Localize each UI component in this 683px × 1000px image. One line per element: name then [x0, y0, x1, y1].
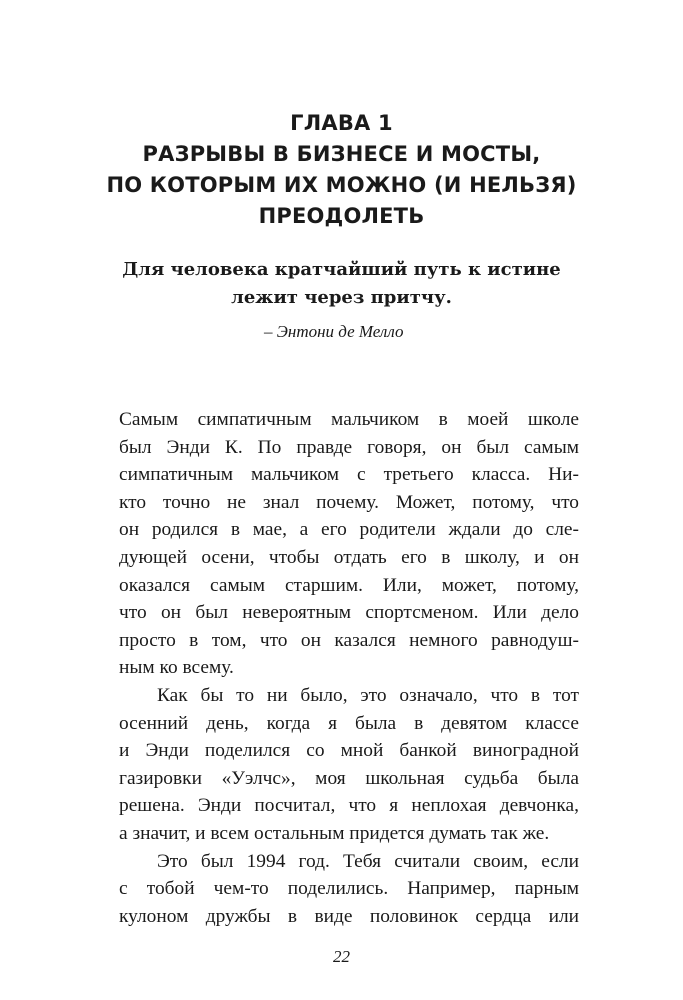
epigraph-line: лежит через притчу. [231, 287, 452, 308]
body-line: и Энди поделился со мной банкой виноградной [119, 740, 579, 762]
epigraph-attribution: – Энтони де Мелло [264, 322, 404, 341]
body-line: решена. Энди посчитал, что я неплохая девчонка, [119, 795, 579, 817]
chapter-title-line: РАЗРЫВЫ В БИЗНЕСЕ И МОСТЫ, [142, 142, 541, 166]
chapter-number: ГЛАВА 1 [290, 111, 393, 135]
epigraph [0, 256, 683, 312]
body-line: просто в том, что он казался немного равнодуш- [119, 629, 579, 651]
body-line: кто точно не знал почему. Может, потому, что [119, 491, 579, 513]
chapter-title-line: ПРЕОДОЛЕТЬ [258, 204, 425, 228]
body-text [119, 406, 579, 930]
body-line: дующей осени, чтобы отдать его в школу, и он [119, 546, 579, 568]
body-line: Как бы то ни было, это означало, что в тот [157, 684, 579, 706]
body-line: а значит, и всем остальным придется думать так же. [119, 822, 550, 844]
body-line: ным ко всему. [119, 657, 234, 679]
chapter-heading [0, 108, 683, 232]
body-line: Самым симпатичным мальчиком в моей школе [119, 409, 579, 430]
body-line: был Энди К. По правде говоря, он был самым [119, 436, 579, 458]
body-line: осенний день, когда я была в девятом классе [119, 712, 579, 734]
epigraph-line: Для человека кратчайший путь к истине [122, 259, 561, 280]
body-line: Это был 1994 год. Тебя считали своим, если [157, 850, 579, 872]
body-line: кулоном дружбы в виде половинок сердца или [119, 905, 579, 927]
body-line: он родился в мае, а его родители ждали до сле- [119, 519, 579, 541]
body-line: газировки «Уэлчс», моя школьная судьба была [119, 767, 579, 789]
body-line: оказался самым старшим. Или, может, потому, [119, 574, 579, 596]
page-number: 22 [333, 947, 350, 966]
body-line: что он был невероятным спортсменом. Или дело [119, 602, 579, 624]
body-line: с тобой чем-то поделились. Например, парным [119, 878, 579, 900]
chapter-title-line: ПО КОТОРЫМ ИХ МОЖНО (И НЕЛЬЗЯ) [106, 173, 577, 197]
body-line: симпатичным мальчиком с третьего класса. Ни- [119, 464, 579, 486]
